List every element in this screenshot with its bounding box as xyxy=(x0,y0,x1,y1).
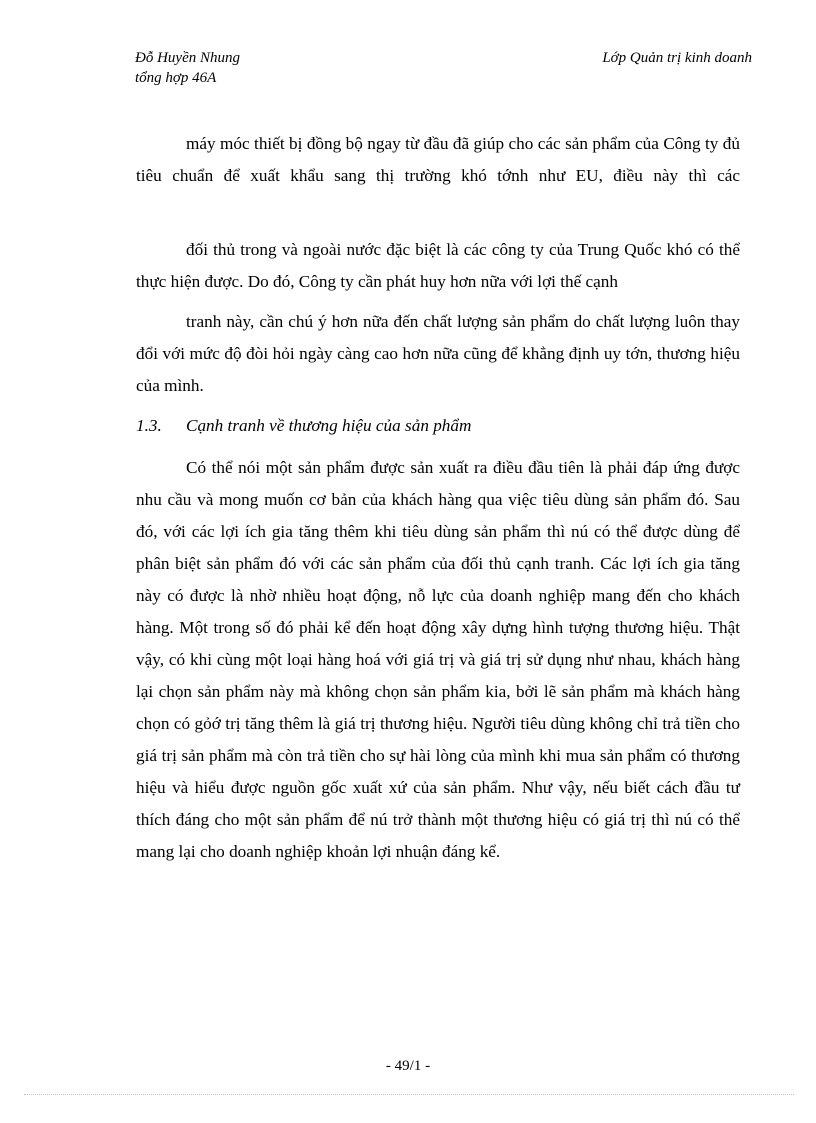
author-name: Đỗ Huyền Nhung xyxy=(135,50,240,66)
section-heading xyxy=(136,414,471,438)
page-number: - 49/1 - xyxy=(385,1058,431,1074)
paragraph-1: máy móc thiết bị đồng bộ ngay từ đầu đã giúp cho các sản phẩm của Công ty đủ tiêu chuẩn để xuất khẩu sang thị trường khó tớnh như EU, điều này thì các xyxy=(136,134,740,185)
paragraph-3: tranh này, cần chú ý hơn nữa đến chất lượng sản phẩm do chất lượng luôn thay đổi với mức độ đòi hỏi ngày càng cao hơn nữa cũng để khẳng định uy tớn, thương hiệu của mình. xyxy=(136,312,740,395)
author-class: tổng hợp 46A xyxy=(135,70,217,86)
header-divider xyxy=(134,98,746,99)
section-number: 1.3. xyxy=(136,416,162,435)
header-author xyxy=(135,48,240,88)
section-title: Cạnh tranh về thương hiệu của sản phẩm xyxy=(186,416,472,435)
footer-divider xyxy=(24,1094,794,1095)
header-class-label: Lớp Quản trị kinh doanh xyxy=(602,50,752,66)
paragraph-4: Có thể nói một sản phẩm được sản xuất ra điều đầu tiên là phải đáp ứng được nhu cầu và mong muốn cơ bản của khách hàng qua việc tiêu dùng sản phẩm đó. Sau đó, với các lợi ích gia tăng thêm khi tiêu dùng sản phẩm thì nú có thể được dùng để phân biệt sản phẩm đó với các sản phẩm của đối thủ cạnh tranh. Các lợi ích gia tăng này có được là nhờ nhiều hoạt động, nỗ lực của doanh nghiệp mang đến cho khách hàng. Một trong số đó phải kể đến hoạt động xây dựng hình tượng thương hiệu. Thật vậy, có khi cùng một loại hàng hoá với giá trị và giá trị sử dụng như nhau, khách hàng lại chọn sản phẩm này mà không chọn sản phẩm kia, bởi lẽ sản phẩm mà khách hàng chọn có gỏớ trị tăng thêm là giá trị thương hiệu. Người tiêu dùng không chỉ trả tiền cho giá trị sản phẩm mà còn trả tiền cho sự hài lòng của mình khi mua sản phẩm có thương hiệu và hiểu được nguồn gốc xuất xứ của sản phẩm. Như vậy, nếu biết cách đầu tư thích đáng cho một sản phẩm để nú trở thành một thương hiệu có giá trị thì nú có thể mang lại cho doanh nghiệp khoản lợi nhuận đáng kể. xyxy=(136,458,740,861)
paragraph-2: đối thủ trong và ngoài nước đặc biệt là các công ty của Trung Quốc khó có thể thực hiện được. Do đó, Công ty cần phát huy hơn nữa với lợi thế cạnh xyxy=(136,240,740,291)
